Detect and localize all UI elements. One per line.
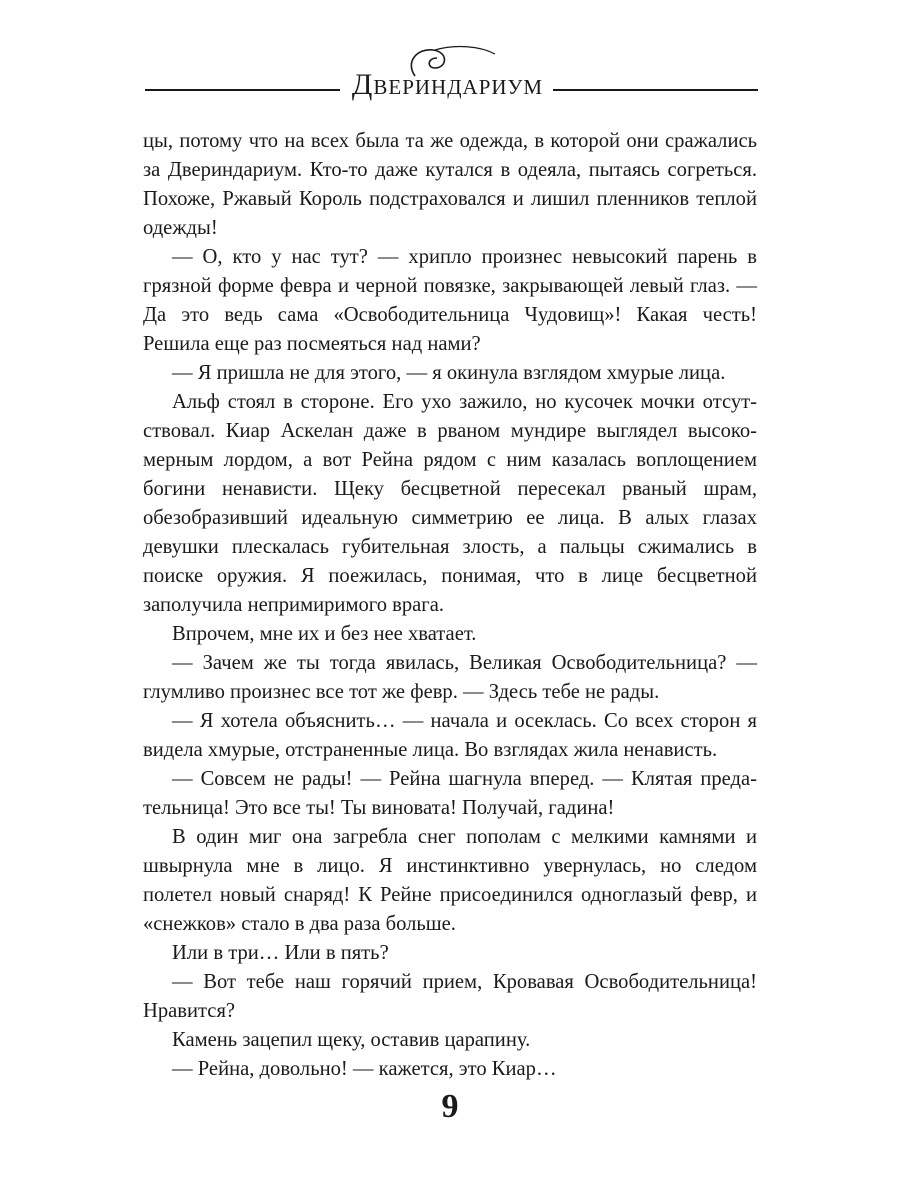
header-rule-right bbox=[553, 89, 758, 91]
paragraph: Впрочем, мне их и без нее хватает. bbox=[172, 623, 477, 645]
paragraph: Камень зацепил щеку, оставив царапину. bbox=[172, 1029, 531, 1051]
page-number: 9 bbox=[441, 1088, 459, 1125]
paragraph: — Вот тебе наш горячий прием, Кровавая Освободительница! Нравится? bbox=[143, 971, 757, 1022]
paragraph: — Я хотела объяснить… — начала и осеклась. Со всех сторон я видела хмурые, отстраненные лица. Во взглядах жила ненависть. bbox=[143, 710, 757, 761]
paragraph: — Зачем же ты тогда явилась, Великая Освободительница? — глумливо произнес все тот же февр. — Здесь тебе не рады. bbox=[143, 652, 757, 703]
paragraph: В один миг она загребла снег пополам с мелкими камнями и швырнула мне в лицо. Я инстинктивно увернулась, но следом полетел новый снаряд! К Рейне присоединился одноглазый февр, и «снежков» стало в два раза больше. bbox=[143, 826, 757, 935]
paragraph: — Рейна, довольно! — кажется, это Киар… bbox=[172, 1058, 557, 1080]
paragraph: Альф стоял в стороне. Его ухо зажило, но кусочек мочки отсутствовал. Киар Аскелан даже в рваном мундире выглядел высокомерным лордом, а вот Рейна рядом с ним казалась воплощением богини ненависти. Щеку бесцветной пересекал рваный шрам, обезобразивший идеальную симметрию ее лица. В алых глазах девушки плескалась губительная злость, а пальцы сжимались в поиске оружия. Я поежилась, понимая, что в лице бесцветной заполучила непримиримого врага. bbox=[143, 391, 757, 616]
paragraph: — Совсем не рады! — Рейна шагнула вперед. — Клятая предательница! Это все ты! Ты виновата! Получай, гадина! bbox=[143, 768, 757, 819]
paragraph: Или в три… Или в пять? bbox=[172, 942, 389, 964]
running-title: Двериндариум bbox=[351, 68, 544, 101]
header-rule-left bbox=[145, 89, 340, 91]
paragraph: — Я пришла не для этого, — я окинула взглядом хмурые лица. bbox=[172, 362, 726, 384]
paragraph: цы, потому что на всех была та же одежда, в которой они сражались за Двериндариум. Кто-то даже кутался в одеяла, пытаясь согреться. Похоже, Ржавый Король подстраховался и лишил пленников теплой одежды! bbox=[143, 130, 757, 239]
page-body bbox=[143, 127, 757, 1084]
paragraph: — О, кто у нас тут? — хрипло произнес невысокий парень в грязной форме февра и черной повязке, закрывающей левый глаз. — Да это ведь сама «Освободительница Чудовищ»! Какая честь! Решила еще раз посмеяться над нами? bbox=[143, 246, 757, 355]
